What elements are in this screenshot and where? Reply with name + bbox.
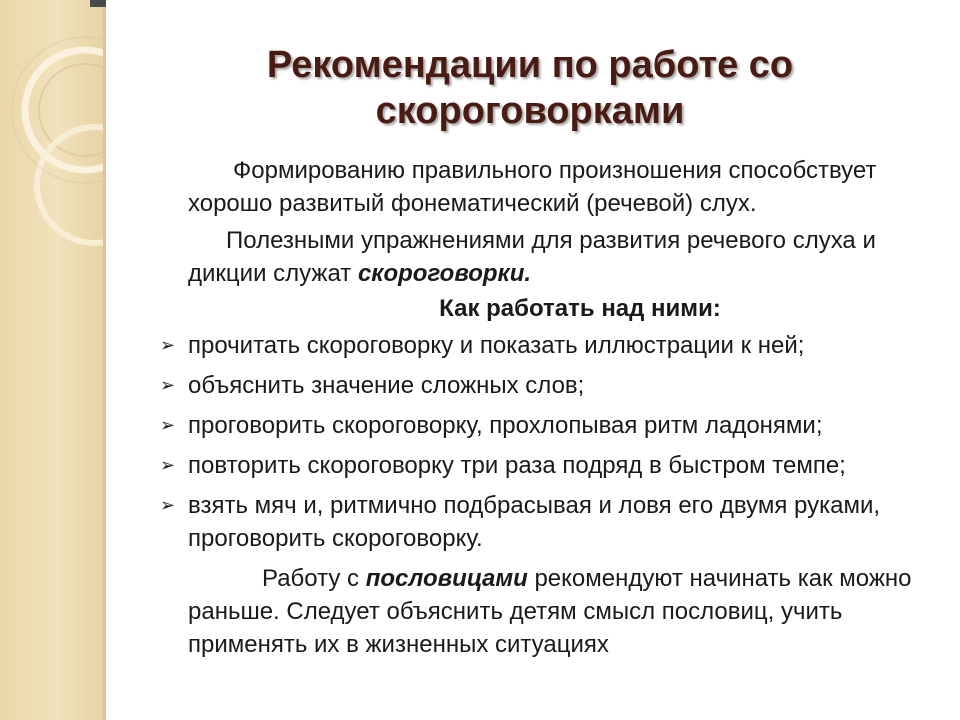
list-item-text: повторить скороговорку три раза подряд в быстром темпе; <box>188 452 846 479</box>
decorative-circles <box>0 0 103 720</box>
sidebar-top-bar <box>90 0 106 7</box>
arrowhead-bullet-icon: ➢ <box>160 495 176 515</box>
list-item-text: проговорить скороговорку, прохлопывая ритм ладонями; <box>188 412 823 439</box>
list-item <box>160 449 920 482</box>
page-title <box>120 42 940 134</box>
sidebar-border <box>103 0 106 720</box>
slide-body <box>160 154 920 661</box>
list-item-text: объяснить значение сложных слов; <box>188 372 585 399</box>
arrowhead-bullet-icon: ➢ <box>160 375 176 395</box>
list-item <box>160 329 920 362</box>
arrowhead-bullet-icon: ➢ <box>160 455 176 475</box>
arrowhead-bullet-icon: ➢ <box>160 335 176 355</box>
decorative-sidebar <box>0 0 103 720</box>
paragraph-proverbs-after: рекомендуют начинать как можно раньше. Следует объяснить детям смысл пословиц, учить применять их в жизненных ситуациях <box>188 565 912 658</box>
list-item <box>160 489 920 555</box>
paragraph-proverbs <box>188 562 920 661</box>
section-subheading: Как работать над ними: <box>439 295 721 322</box>
list-item-text: взять мяч и, ритмично подбрасывая и ловя его двумя руками, проговорить скороговорку. <box>188 492 881 552</box>
title-line-2: скороговорками <box>375 90 685 132</box>
tongue-twisters-emphasis: скороговорки. <box>357 260 532 287</box>
paragraph-proverbs-before: Работу с <box>262 565 366 592</box>
list-item-text: прочитать скороговорку и показать иллюстрации к ней; <box>188 332 805 359</box>
paragraph-tongue-twisters <box>188 224 920 290</box>
paragraph-phonemic-hearing: Формированию правильного произношения способствует хорошо развитый фонематический (речевой) слух. <box>188 157 877 217</box>
paragraph-tongue-twisters-text: Полезными упражнениями для развития речевого слуха и дикции служат <box>188 227 876 287</box>
arrowhead-bullet-icon: ➢ <box>160 415 176 435</box>
list-item <box>160 409 920 442</box>
title-line-1: Рекомендации по работе со <box>266 44 794 86</box>
proverbs-emphasis: пословицами <box>365 565 528 592</box>
steps-list <box>160 329 920 555</box>
list-item <box>160 369 920 402</box>
